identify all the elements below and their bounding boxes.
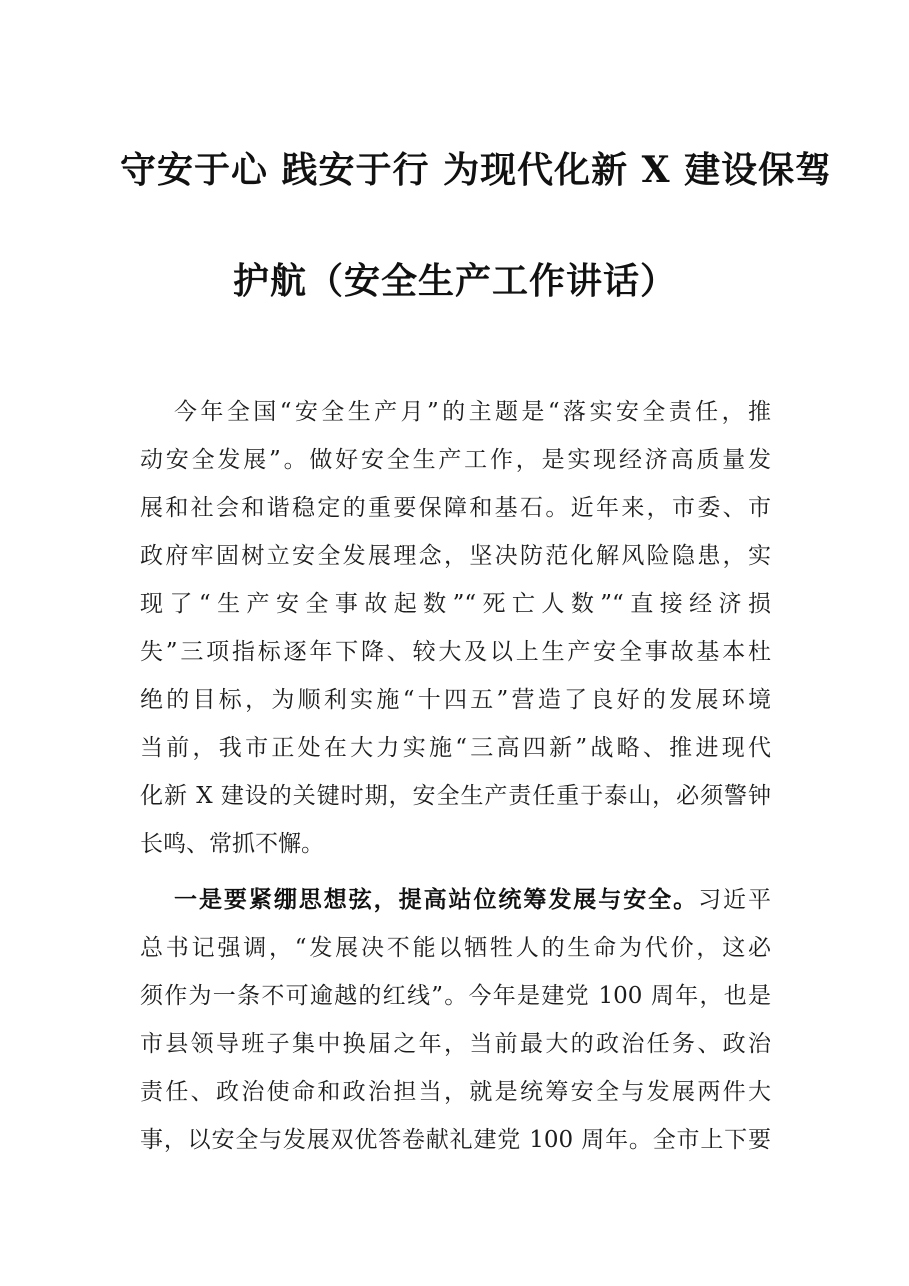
document-title-line-2: 护航（安全生产工作讲话） [232, 260, 677, 302]
paragraph-heading: 一是要紧绷思想弦，提高站位统筹发展与安全。 [174, 886, 699, 913]
paragraph-line: 展和社会和谐稳定的重要保障和基石。近年来，市委、市 [140, 495, 771, 521]
paragraph-line: 现了“生产安全事故起数”“死亡人数”“直接经济损 [140, 591, 771, 617]
document-title-line-1: 守安于心 践安于行 为现代化新 X 建设保驾 [120, 149, 833, 191]
paragraph-line: 失”三项指标逐年下降、较大及以上生产安全事故基本杜 [140, 639, 771, 665]
paragraph-heading-rest: 习近平 [698, 887, 772, 913]
paragraph-line: 当前，我市正处在大力实施“三高四新”战略、推进现代 [140, 735, 771, 761]
paragraph-line: 事，以安全与发展双优答卷献礼建党 100 周年。全市上下要 [140, 1127, 771, 1153]
paragraph-line: 总书记强调，“发展决不能以牺牲人的生命为代价，这必 [140, 935, 771, 961]
paragraph-line: 市县领导班子集中换届之年，当前最大的政治任务、政治 [140, 1031, 771, 1057]
paragraph-line: 长鸣、常抓不懈。 [140, 831, 324, 857]
paragraph-line: 须作为一条不可逾越的红线”。今年是建党 100 周年，也是 [140, 983, 771, 1009]
paragraph-line: 今年全国“安全生产月”的主题是“落实安全责任，推 [174, 399, 771, 425]
paragraph-line: 绝的目标，为顺利实施“十四五”营造了良好的发展环境 [140, 687, 771, 713]
paragraph-line: 责任、政治使命和政治担当，就是统筹安全与发展两件大 [140, 1079, 771, 1105]
paragraph-first-line [174, 885, 771, 915]
paragraph-line: 化新 X 建设的关键时期，安全生产责任重于泰山，必须警钟 [140, 783, 771, 809]
paragraph-line: 政府牢固树立安全发展理念，坚决防范化解风险隐患，实 [140, 543, 771, 569]
paragraph-line: 动安全发展”。做好安全生产工作，是实现经济高质量发 [140, 447, 771, 473]
